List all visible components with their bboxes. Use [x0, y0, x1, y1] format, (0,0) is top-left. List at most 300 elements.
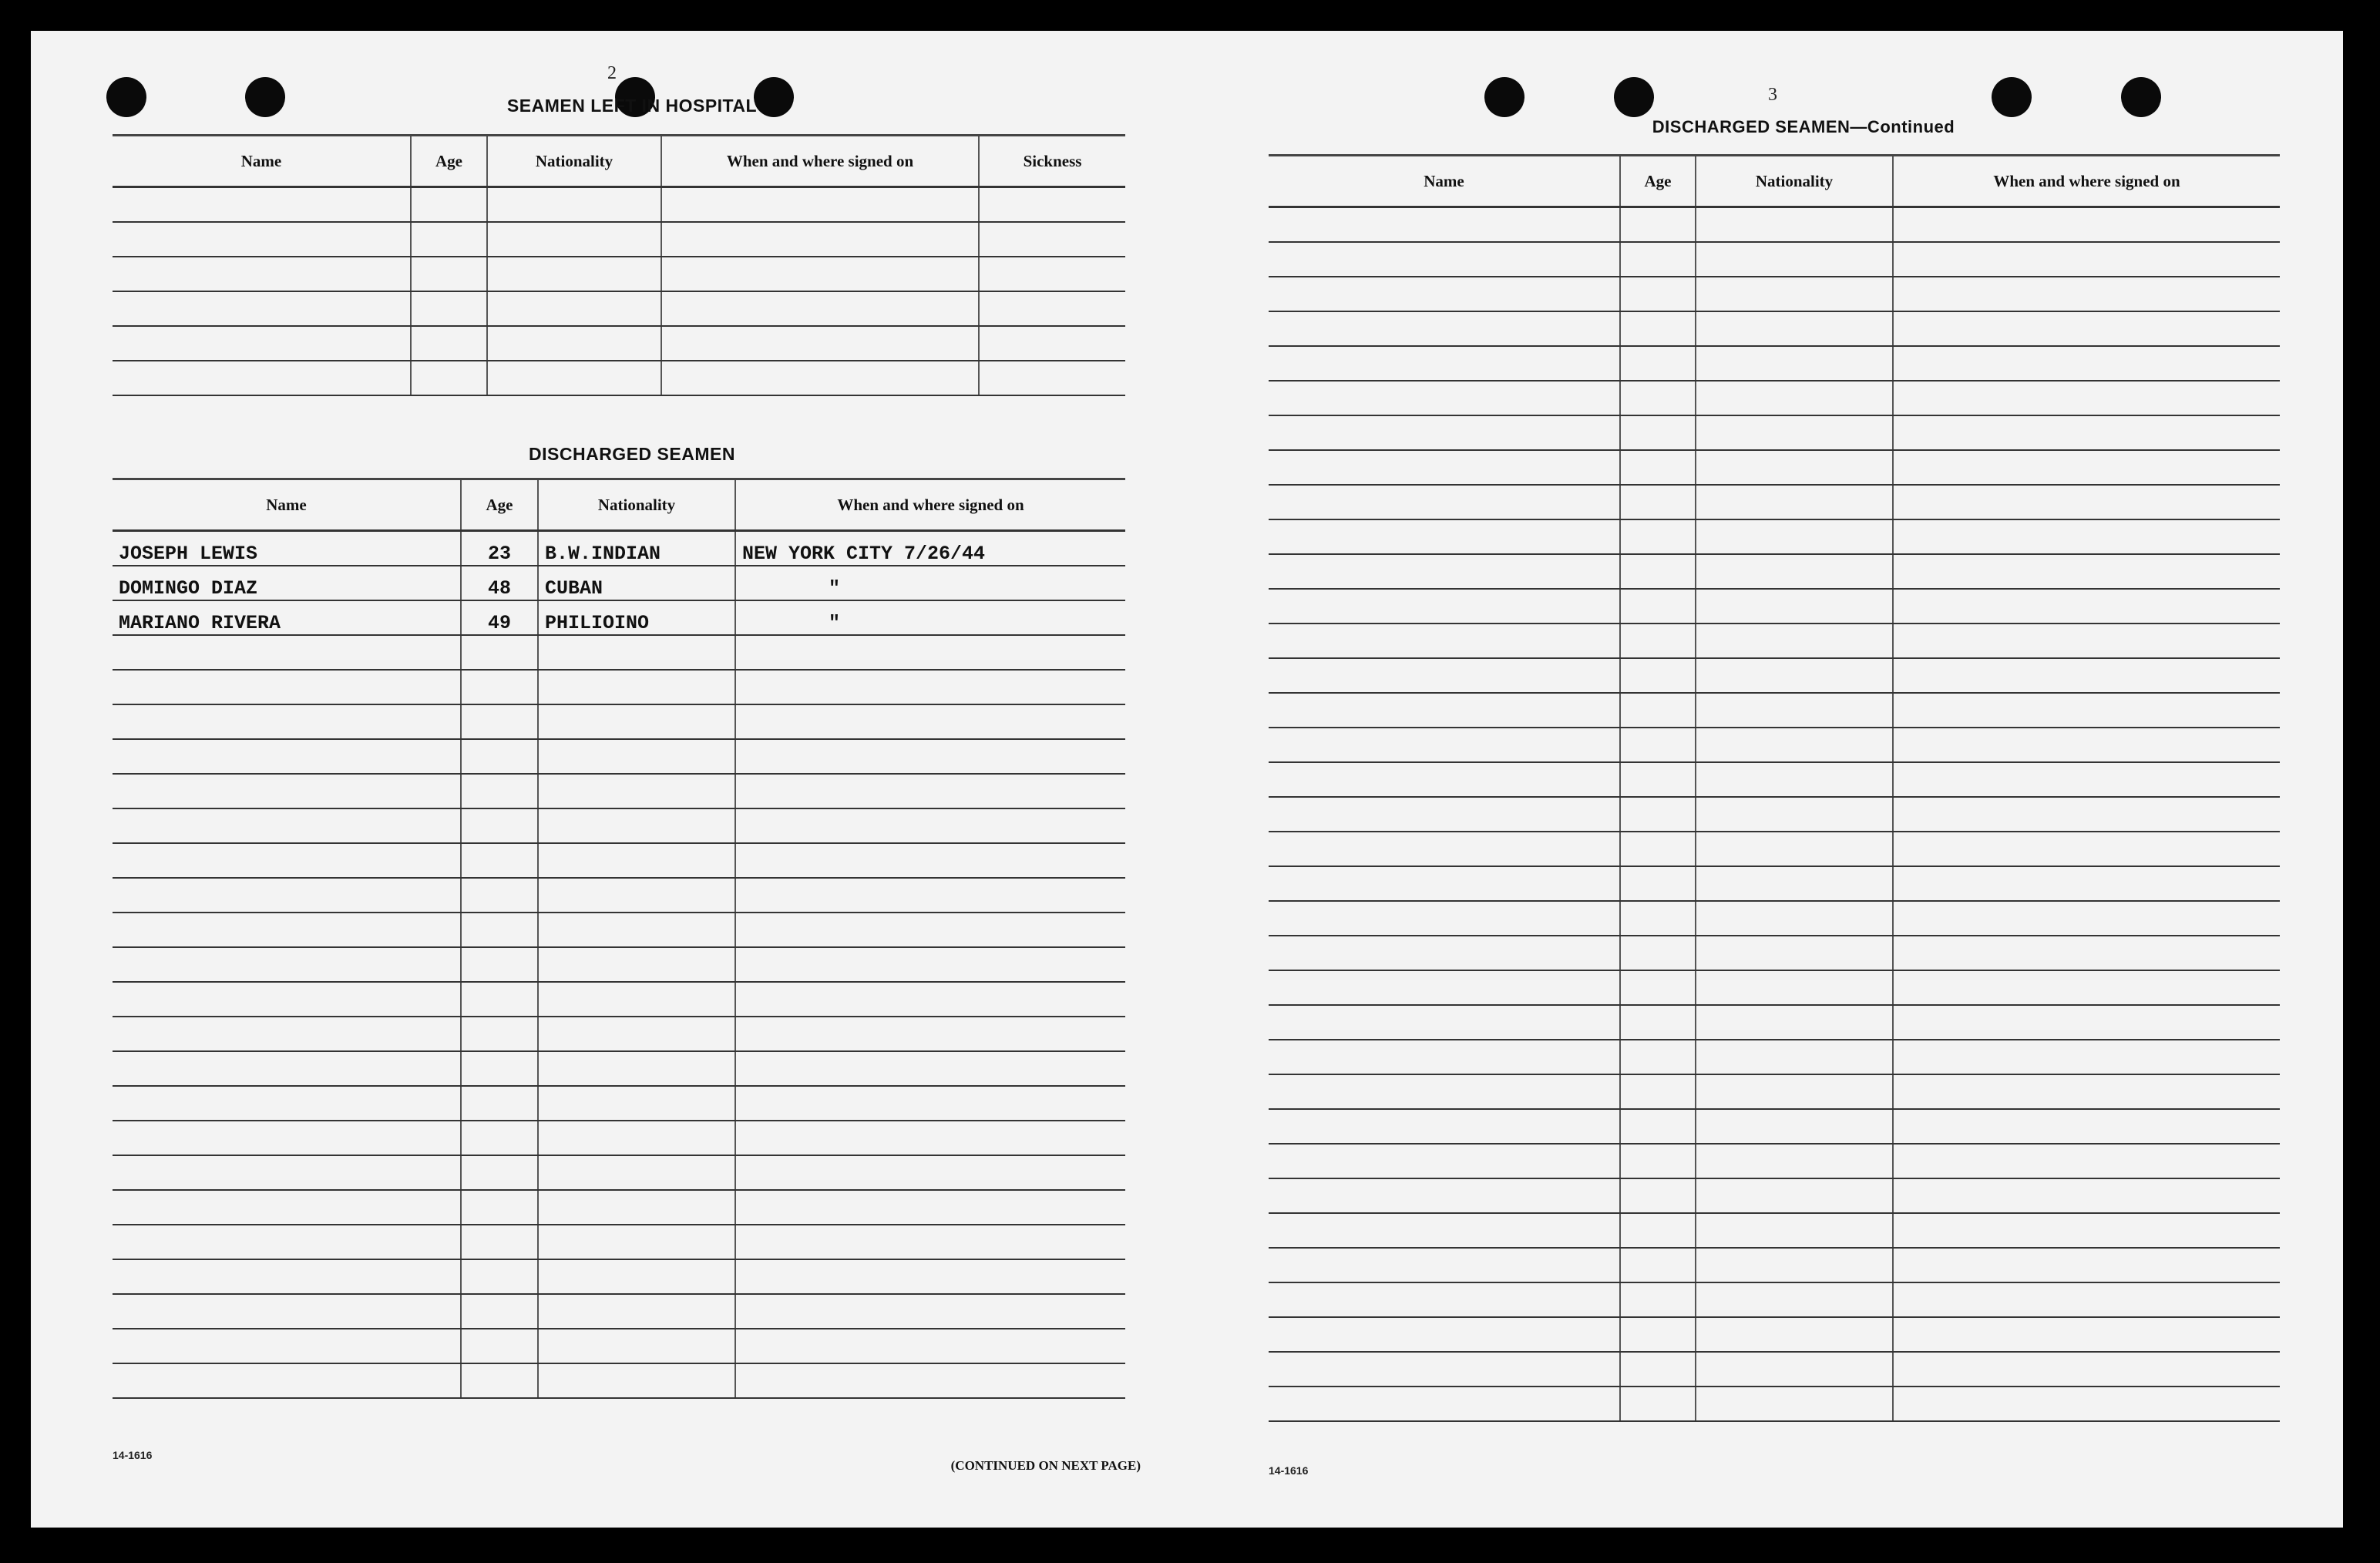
empty-cell	[538, 878, 735, 913]
empty-cell	[1696, 311, 1893, 346]
empty-cell	[1269, 901, 1620, 936]
empty-cell	[113, 1259, 461, 1294]
blank-row	[1269, 589, 2280, 624]
empty-cell	[411, 291, 487, 326]
empty-cell	[1696, 832, 1893, 866]
empty-cell	[1696, 1213, 1893, 1248]
empty-cell	[1269, 1352, 1620, 1387]
empty-cell	[661, 291, 979, 326]
empty-cell	[1696, 901, 1893, 936]
blank-row	[1269, 728, 2280, 762]
empty-cell	[538, 1121, 735, 1155]
empty-cell	[1620, 450, 1696, 485]
empty-cell	[1893, 485, 2280, 519]
empty-cell	[1893, 1387, 2280, 1421]
empty-cell	[1696, 797, 1893, 832]
empty-cell	[1893, 589, 2280, 624]
empty-cell	[1620, 1282, 1696, 1317]
blank-row	[1269, 242, 2280, 277]
empty-cell	[1696, 485, 1893, 519]
page-number: 2	[607, 63, 617, 83]
empty-cell	[411, 187, 487, 223]
empty-cell	[1269, 450, 1620, 485]
empty-cell	[1269, 762, 1620, 797]
empty-cell	[735, 774, 1125, 808]
empty-cell	[461, 635, 538, 670]
empty-cell	[735, 1190, 1125, 1225]
empty-cell	[1620, 1005, 1696, 1040]
empty-cell	[1893, 1040, 2280, 1074]
empty-cell	[1696, 1352, 1893, 1387]
column-header-age: Age	[1620, 156, 1696, 207]
empty-cell	[1696, 415, 1893, 450]
empty-cell	[113, 878, 461, 913]
blank-row	[1269, 936, 2280, 970]
empty-cell	[1620, 415, 1696, 450]
empty-cell	[735, 1294, 1125, 1329]
empty-cell	[1269, 866, 1620, 901]
empty-cell	[1269, 728, 1620, 762]
punch-hole	[106, 77, 146, 117]
empty-cell	[1269, 1317, 1620, 1352]
empty-cell	[1620, 1352, 1696, 1387]
empty-cell	[538, 1190, 735, 1225]
empty-cell	[735, 878, 1125, 913]
empty-cell	[113, 1121, 461, 1155]
discharged-table	[113, 478, 1125, 1399]
column-header-when-and-where-signed-on: When and where signed on	[1893, 156, 2280, 207]
blank-row	[113, 1155, 1125, 1190]
empty-cell	[1893, 693, 2280, 728]
empty-cell	[461, 1294, 538, 1329]
empty-cell	[1696, 866, 1893, 901]
hospital-table	[113, 134, 1125, 396]
blank-row	[1269, 970, 2280, 1005]
blank-row	[113, 326, 1125, 361]
empty-cell	[1269, 1074, 1620, 1109]
empty-cell	[661, 361, 979, 395]
empty-cell	[735, 739, 1125, 774]
punch-hole	[1614, 77, 1654, 117]
blank-row	[1269, 658, 2280, 693]
empty-cell	[1893, 450, 2280, 485]
empty-cell	[1893, 1282, 2280, 1317]
hospital-section-title: SEAMEN LEFT IN HOSPITAL	[506, 96, 758, 116]
empty-cell	[538, 1363, 735, 1398]
empty-cell	[735, 1086, 1125, 1121]
empty-cell	[461, 1259, 538, 1294]
empty-cell	[661, 257, 979, 291]
empty-cell	[1269, 1178, 1620, 1213]
empty-cell	[411, 257, 487, 291]
empty-cell	[1893, 901, 2280, 936]
empty-cell	[1893, 832, 2280, 866]
empty-cell	[113, 257, 411, 291]
empty-cell	[1269, 277, 1620, 311]
blank-row	[1269, 1213, 2280, 1248]
empty-cell	[1893, 1317, 2280, 1352]
empty-cell	[735, 1155, 1125, 1190]
blank-row	[1269, 1109, 2280, 1144]
empty-cell	[1620, 1040, 1696, 1074]
blank-row	[1269, 1248, 2280, 1282]
empty-cell	[1269, 693, 1620, 728]
empty-cell	[538, 1225, 735, 1259]
blank-row	[1269, 762, 2280, 797]
empty-cell	[461, 1190, 538, 1225]
column-header-nationality: Nationality	[1696, 156, 1893, 207]
empty-cell	[735, 1329, 1125, 1363]
empty-cell	[1269, 1282, 1620, 1317]
seaman-nationality: CUBAN	[538, 566, 735, 600]
empty-cell	[113, 361, 411, 395]
empty-cell	[735, 982, 1125, 1017]
empty-cell	[538, 913, 735, 947]
column-header-name: Name	[113, 479, 461, 531]
empty-cell	[1269, 658, 1620, 693]
blank-row	[1269, 1144, 2280, 1178]
seaman-nationality: PHILIOINO	[538, 600, 735, 635]
empty-cell	[1893, 1352, 2280, 1387]
empty-cell	[1620, 1144, 1696, 1178]
empty-cell	[487, 291, 661, 326]
seaman-signed-on: "	[735, 566, 1125, 600]
empty-cell	[1620, 658, 1696, 693]
blank-row	[113, 1086, 1125, 1121]
empty-cell	[735, 1225, 1125, 1259]
empty-cell	[1696, 1144, 1893, 1178]
empty-cell	[113, 1363, 461, 1398]
table-row	[113, 566, 1125, 600]
empty-cell	[1620, 762, 1696, 797]
blank-row	[113, 670, 1125, 704]
empty-cell	[1269, 346, 1620, 381]
empty-cell	[538, 1329, 735, 1363]
empty-cell	[113, 1017, 461, 1051]
seaman-signed-on: NEW YORK CITY 7/26/44	[735, 531, 1125, 566]
seaman-signed-on: "	[735, 600, 1125, 635]
empty-cell	[113, 187, 411, 223]
empty-cell	[1620, 624, 1696, 658]
empty-cell	[1269, 554, 1620, 589]
empty-cell	[735, 913, 1125, 947]
empty-cell	[1893, 1213, 2280, 1248]
empty-cell	[1696, 728, 1893, 762]
empty-cell	[1696, 1317, 1893, 1352]
blank-row	[1269, 346, 2280, 381]
empty-cell	[1893, 1074, 2280, 1109]
empty-cell	[1893, 519, 2280, 554]
empty-cell	[538, 1259, 735, 1294]
punch-hole	[2121, 77, 2161, 117]
empty-cell	[1269, 832, 1620, 866]
empty-cell	[1893, 346, 2280, 381]
empty-cell	[461, 808, 538, 843]
empty-cell	[1269, 970, 1620, 1005]
empty-cell	[1696, 1074, 1893, 1109]
blank-row	[113, 1051, 1125, 1086]
empty-cell	[1893, 1248, 2280, 1282]
empty-cell	[1893, 728, 2280, 762]
empty-cell	[538, 808, 735, 843]
empty-cell	[461, 947, 538, 982]
empty-cell	[1620, 1387, 1696, 1421]
empty-cell	[735, 1121, 1125, 1155]
empty-cell	[411, 361, 487, 395]
blank-row	[1269, 624, 2280, 658]
blank-row	[113, 1259, 1125, 1294]
empty-cell	[113, 1190, 461, 1225]
empty-cell	[1893, 762, 2280, 797]
empty-cell	[1620, 485, 1696, 519]
blank-row	[1269, 450, 2280, 485]
blank-row	[113, 704, 1125, 739]
empty-cell	[461, 774, 538, 808]
empty-cell	[1269, 415, 1620, 450]
empty-cell	[735, 843, 1125, 878]
blank-row	[1269, 1387, 2280, 1421]
blank-row	[1269, 415, 2280, 450]
page-number: 3	[1768, 85, 1777, 105]
empty-cell	[1696, 936, 1893, 970]
blank-row	[113, 774, 1125, 808]
empty-cell	[113, 1294, 461, 1329]
empty-cell	[1269, 1040, 1620, 1074]
blank-row	[1269, 1074, 2280, 1109]
empty-cell	[1696, 624, 1893, 658]
column-header-when-and-where-signed-on: When and where signed on	[735, 479, 1125, 531]
empty-cell	[461, 670, 538, 704]
blank-row	[1269, 381, 2280, 415]
empty-cell	[461, 1051, 538, 1086]
empty-cell	[1696, 242, 1893, 277]
empty-cell	[1696, 1005, 1893, 1040]
empty-cell	[735, 1051, 1125, 1086]
empty-cell	[1893, 936, 2280, 970]
empty-cell	[1696, 658, 1893, 693]
empty-cell	[113, 704, 461, 739]
empty-cell	[113, 947, 461, 982]
empty-cell	[487, 257, 661, 291]
empty-cell	[461, 1017, 538, 1051]
empty-cell	[1620, 381, 1696, 415]
empty-cell	[979, 326, 1125, 361]
empty-cell	[538, 1155, 735, 1190]
empty-cell	[113, 774, 461, 808]
empty-cell	[1269, 624, 1620, 658]
ledger-sheet	[31, 31, 2343, 1528]
empty-cell	[1696, 1040, 1893, 1074]
empty-cell	[113, 982, 461, 1017]
blank-row	[113, 1225, 1125, 1259]
blank-row	[1269, 693, 2280, 728]
seaman-age: 48	[461, 566, 538, 600]
empty-cell	[735, 1363, 1125, 1398]
discharged-section-title: DISCHARGED SEAMEN	[529, 444, 735, 464]
empty-cell	[1620, 970, 1696, 1005]
empty-cell	[461, 1155, 538, 1190]
blank-row	[113, 222, 1125, 257]
column-header-name: Name	[1269, 156, 1620, 207]
empty-cell	[538, 1017, 735, 1051]
empty-cell	[461, 1363, 538, 1398]
empty-cell	[113, 222, 411, 257]
blank-row	[1269, 866, 2280, 901]
blank-row	[1269, 311, 2280, 346]
empty-cell	[538, 1294, 735, 1329]
empty-cell	[461, 1225, 538, 1259]
empty-cell	[1269, 1213, 1620, 1248]
empty-cell	[1893, 1005, 2280, 1040]
blank-row	[113, 913, 1125, 947]
blank-row	[1269, 1040, 2280, 1074]
empty-cell	[538, 982, 735, 1017]
empty-cell	[735, 947, 1125, 982]
punch-hole	[245, 77, 285, 117]
empty-cell	[1696, 554, 1893, 589]
empty-cell	[1620, 1074, 1696, 1109]
continued-note: (CONTINUED ON NEXT PAGE)	[950, 1458, 1141, 1473]
punch-hole	[1992, 77, 2032, 117]
blank-row	[113, 982, 1125, 1017]
blank-row	[113, 1363, 1125, 1398]
blank-row	[1269, 485, 2280, 519]
empty-cell	[461, 982, 538, 1017]
empty-cell	[1893, 658, 2280, 693]
empty-cell	[113, 739, 461, 774]
empty-cell	[113, 1329, 461, 1363]
blank-row	[113, 739, 1125, 774]
blank-row	[113, 878, 1125, 913]
column-header-nationality: Nationality	[538, 479, 735, 531]
empty-cell	[487, 361, 661, 395]
empty-cell	[661, 326, 979, 361]
column-header-when-and-where-signed-on: When and where signed on	[661, 136, 979, 187]
empty-cell	[1620, 728, 1696, 762]
form-number: 14-1616	[113, 1449, 153, 1461]
empty-cell	[538, 947, 735, 982]
column-header-nationality: Nationality	[487, 136, 661, 187]
empty-cell	[487, 326, 661, 361]
empty-cell	[661, 222, 979, 257]
empty-cell	[1893, 970, 2280, 1005]
empty-cell	[1620, 832, 1696, 866]
empty-cell	[1696, 1282, 1893, 1317]
empty-cell	[1696, 346, 1893, 381]
empty-cell	[1893, 311, 2280, 346]
empty-cell	[1696, 762, 1893, 797]
empty-cell	[979, 222, 1125, 257]
empty-cell	[461, 1086, 538, 1121]
empty-cell	[461, 1121, 538, 1155]
punch-hole	[1484, 77, 1524, 117]
empty-cell	[1269, 381, 1620, 415]
empty-cell	[1696, 1248, 1893, 1282]
empty-cell	[461, 878, 538, 913]
empty-cell	[1620, 277, 1696, 311]
empty-cell	[1696, 1109, 1893, 1144]
blank-row	[113, 1190, 1125, 1225]
empty-cell	[1893, 242, 2280, 277]
empty-cell	[1269, 589, 1620, 624]
empty-cell	[461, 1329, 538, 1363]
blank-row	[113, 1017, 1125, 1051]
empty-cell	[1696, 693, 1893, 728]
blank-row	[1269, 832, 2280, 866]
empty-cell	[735, 704, 1125, 739]
blank-row	[113, 1294, 1125, 1329]
blank-row	[1269, 901, 2280, 936]
empty-cell	[1696, 519, 1893, 554]
empty-cell	[1269, 797, 1620, 832]
blank-row	[1269, 1317, 2280, 1352]
form-number: 14-1616	[1269, 1464, 1309, 1477]
column-header-name: Name	[113, 136, 411, 187]
seaman-name: JOSEPH LEWIS	[113, 531, 461, 566]
empty-cell	[1269, 519, 1620, 554]
blank-row	[1269, 207, 2280, 243]
empty-cell	[1893, 1144, 2280, 1178]
empty-cell	[1696, 589, 1893, 624]
blank-row	[113, 361, 1125, 395]
empty-cell	[113, 326, 411, 361]
column-header-age: Age	[461, 479, 538, 531]
empty-cell	[735, 808, 1125, 843]
empty-cell	[411, 326, 487, 361]
empty-cell	[1269, 242, 1620, 277]
empty-cell	[1620, 519, 1696, 554]
blank-row	[1269, 1005, 2280, 1040]
empty-cell	[113, 1086, 461, 1121]
empty-cell	[735, 1017, 1125, 1051]
empty-cell	[1620, 866, 1696, 901]
empty-cell	[1620, 797, 1696, 832]
discharged-continued-title: DISCHARGED SEAMEN—Continued	[1652, 117, 1955, 136]
empty-cell	[1696, 381, 1893, 415]
empty-cell	[487, 222, 661, 257]
empty-cell	[538, 1086, 735, 1121]
empty-cell	[113, 635, 461, 670]
blank-row	[1269, 277, 2280, 311]
blank-row	[113, 808, 1125, 843]
empty-cell	[1696, 970, 1893, 1005]
empty-cell	[1620, 207, 1696, 243]
empty-cell	[1696, 207, 1893, 243]
empty-cell	[487, 187, 661, 223]
empty-cell	[1696, 1387, 1893, 1421]
empty-cell	[538, 739, 735, 774]
empty-cell	[538, 704, 735, 739]
column-header-age: Age	[411, 136, 487, 187]
empty-cell	[1620, 242, 1696, 277]
empty-cell	[1893, 866, 2280, 901]
empty-cell	[1269, 936, 1620, 970]
empty-cell	[1893, 1178, 2280, 1213]
empty-cell	[1893, 277, 2280, 311]
empty-cell	[411, 222, 487, 257]
empty-cell	[113, 808, 461, 843]
empty-cell	[979, 187, 1125, 223]
empty-cell	[461, 704, 538, 739]
empty-cell	[1620, 589, 1696, 624]
empty-cell	[113, 1225, 461, 1259]
empty-cell	[1620, 1213, 1696, 1248]
empty-cell	[1269, 311, 1620, 346]
empty-cell	[1620, 1317, 1696, 1352]
empty-cell	[1696, 1178, 1893, 1213]
column-header-sickness: Sickness	[979, 136, 1125, 187]
seaman-age: 23	[461, 531, 538, 566]
